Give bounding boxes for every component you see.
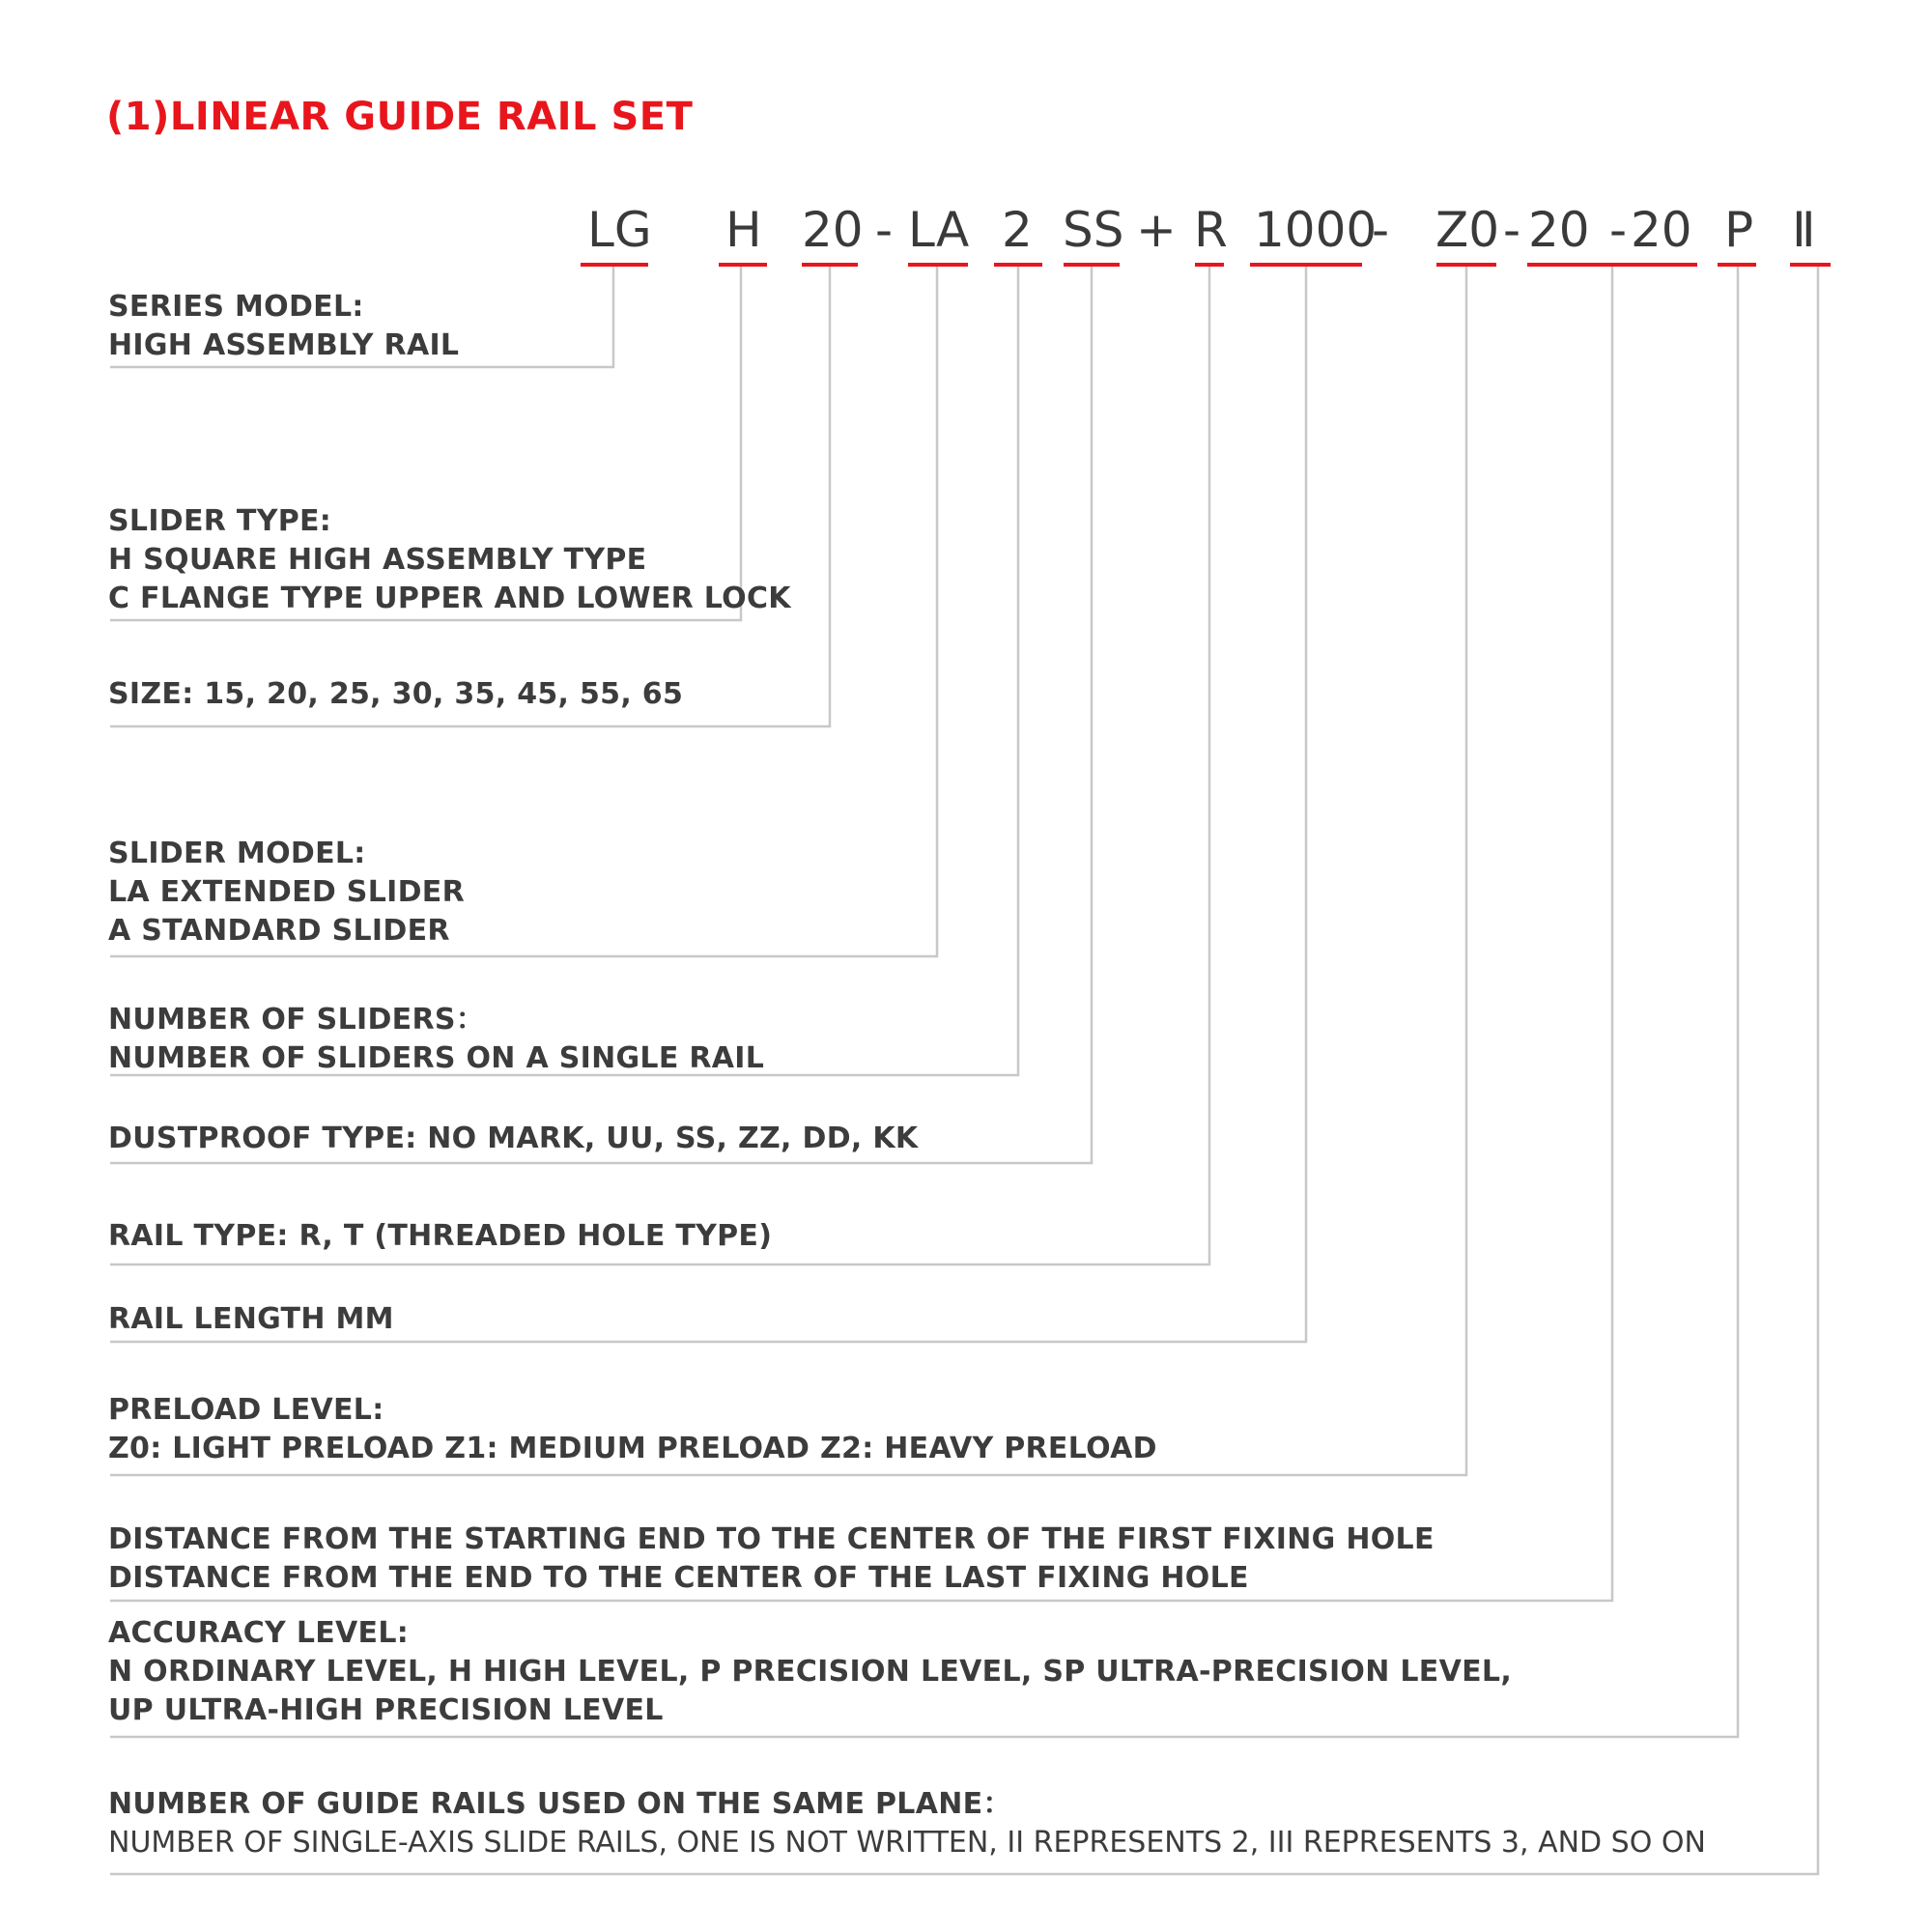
code-rail-type: R	[1194, 202, 1228, 258]
code-dash-1: -	[875, 202, 894, 258]
desc-preload	[108, 1391, 1157, 1468]
desc-dustproof-line: DUSTPROOF TYPE: NO MARK, UU, SS, ZZ, DD, KK	[108, 1122, 919, 1155]
desc-series-line: HIGH ASSEMBLY RAIL	[108, 328, 460, 362]
desc-slider-type-heading: SLIDER TYPE:	[108, 504, 332, 538]
desc-dustproof	[108, 1120, 918, 1158]
desc-accuracy-line: UP ULTRA-HIGH PRECISION LEVEL	[108, 1693, 664, 1727]
code-rail-length: 1000	[1254, 202, 1378, 258]
desc-series	[108, 288, 459, 365]
desc-num-sliders-line: NUMBER OF SLIDERS ON A SINGLE RAIL	[108, 1041, 765, 1075]
desc-distance-line: DISTANCE FROM THE END TO THE CENTER OF THE LAST FIXING HOLE	[108, 1561, 1249, 1595]
desc-num-sliders	[108, 1001, 764, 1078]
desc-slider-type-line: C FLANGE TYPE UPPER AND LOWER LOCK	[108, 582, 791, 615]
desc-slider-model-line: A STANDARD SLIDER	[108, 914, 450, 948]
leader-rail-type	[110, 267, 1209, 1264]
desc-slider-model-heading: SLIDER MODEL:	[108, 837, 366, 870]
desc-rail-length-line: RAIL LENGTH MM	[108, 1302, 394, 1336]
code-end-distance: 20	[1631, 202, 1692, 258]
desc-accuracy	[108, 1614, 1512, 1730]
code-slider-model: LA	[908, 202, 970, 258]
code-plus: +	[1136, 202, 1177, 258]
desc-rails-on-plane	[108, 1785, 1706, 1862]
desc-distance	[108, 1520, 1435, 1598]
code-dash-3: -	[1503, 202, 1521, 258]
desc-rail-length	[108, 1300, 394, 1339]
desc-rails-on-plane-line: NUMBER OF SINGLE-AXIS SLIDE RAILS, ONE IS NOT WRITTEN, II REPRESENTS 2, III REPRESENTS 3, AND SO ON	[108, 1826, 1706, 1860]
page-title: (1)LINEAR GUIDE RAIL SET	[106, 95, 694, 139]
desc-slider-type	[108, 502, 791, 618]
leader-rail-length	[110, 267, 1306, 1342]
desc-accuracy-heading: ACCURACY LEVEL:	[108, 1616, 410, 1650]
code-rails-on-plane: Ⅱ	[1792, 202, 1816, 258]
code-num-sliders: 2	[1002, 202, 1033, 258]
code-start-distance: 20	[1528, 202, 1590, 258]
code-size: 20	[802, 202, 864, 258]
desc-distance-line: DISTANCE FROM THE STARTING END TO THE CENTER OF THE FIRST FIXING HOLE	[108, 1522, 1435, 1556]
desc-preload-heading: PRELOAD LEVEL:	[108, 1393, 384, 1427]
desc-series-heading: SERIES MODEL:	[108, 290, 364, 324]
desc-rail-type-line: RAIL TYPE: R, T (THREADED HOLE TYPE)	[108, 1219, 773, 1253]
code-slider-type: H	[725, 202, 762, 258]
leader-num-sliders	[110, 267, 1018, 1075]
code-dash-2: -	[1372, 202, 1390, 258]
code-series: LG	[587, 202, 652, 258]
code-dash-4: -	[1609, 202, 1628, 258]
code-dustproof: SS	[1063, 202, 1124, 258]
desc-accuracy-line: N ORDINARY LEVEL, H HIGH LEVEL, P PRECISION LEVEL, SP ULTRA-PRECISION LEVEL,	[108, 1655, 1513, 1689]
desc-rails-on-plane-heading: NUMBER OF GUIDE RAILS USED ON THE SAME PLANE：	[108, 1787, 1012, 1821]
code-preload: Z0	[1435, 202, 1500, 258]
desc-slider-type-line: H SQUARE HIGH ASSEMBLY TYPE	[108, 543, 647, 577]
desc-preload-line: Z0: LIGHT PRELOAD Z1: MEDIUM PRELOAD Z2: HEAVY PRELOAD	[108, 1432, 1157, 1465]
desc-slider-model-line: LA EXTENDED SLIDER	[108, 875, 465, 909]
desc-slider-model	[108, 835, 465, 951]
code-accuracy: P	[1724, 202, 1754, 258]
desc-rail-type	[108, 1217, 772, 1256]
desc-size	[108, 675, 683, 714]
desc-size-line: SIZE: 15, 20, 25, 30, 35, 45, 55, 65	[108, 677, 684, 711]
desc-num-sliders-heading: NUMBER OF SLIDERS：	[108, 1003, 486, 1037]
